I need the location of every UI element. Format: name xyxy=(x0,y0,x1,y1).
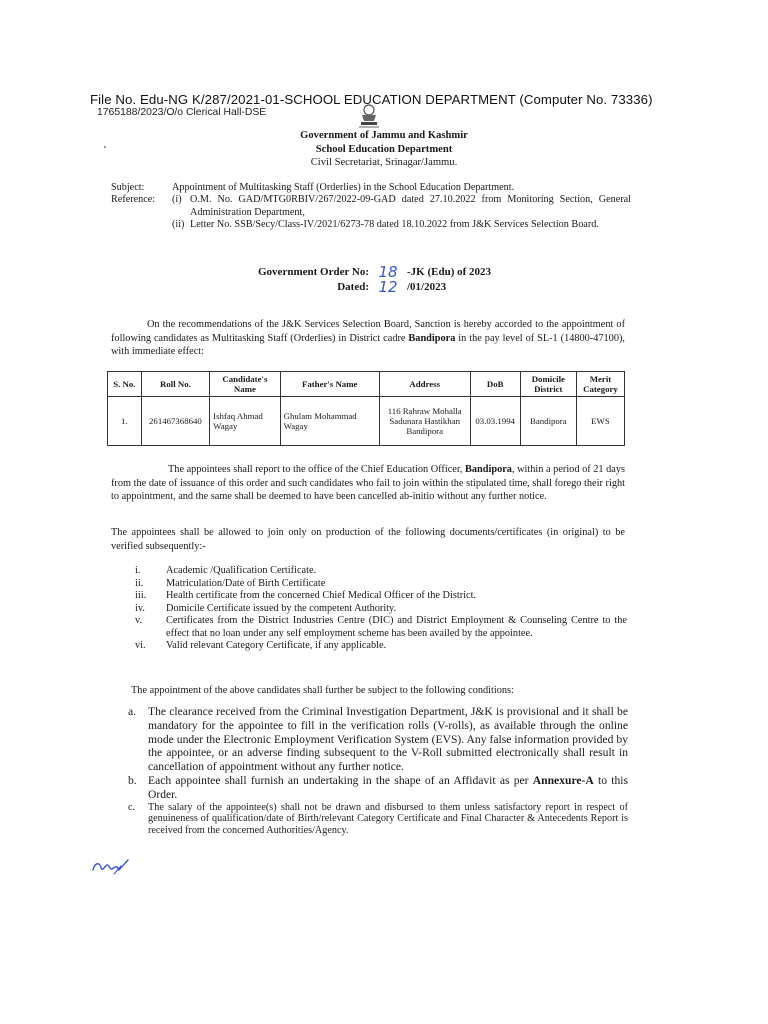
affidavit-text-end: to this Order. xyxy=(148,773,628,801)
list-item xyxy=(135,590,627,603)
list-item xyxy=(128,802,628,837)
column-header: Merit Category xyxy=(576,372,624,397)
government-name: Government of Jammu and Kashmir xyxy=(300,130,468,141)
government-order-block xyxy=(0,265,768,295)
table-cell: Bandipora xyxy=(520,397,576,446)
list-item xyxy=(135,603,627,616)
reference-label: Reference: xyxy=(111,194,156,206)
documents-intro-paragraph: The appointees shall be allowed to join only on production of the following documents/certificates (in original) to be verified subsequently:- xyxy=(111,527,625,552)
documents-list xyxy=(135,565,627,653)
list-text: The salary of the appointee(s) shall not be drawn and disbursed to them unless satisfactory report in respect of genuineness of qualification/date of Birth/relevant Category Certificate and Final Character & Antecedents Report is received from the concerned Authorities/Agency. xyxy=(148,801,628,837)
reference-number: (ii) xyxy=(172,219,185,231)
list-number: i. xyxy=(135,565,141,576)
sanction-text-end: in the pay level of SL-1 (14800-47100), with immediate effect: xyxy=(111,332,625,358)
conditions-list xyxy=(128,705,628,837)
list-item xyxy=(128,705,628,774)
list-letter: c. xyxy=(128,801,136,813)
list-number: v. xyxy=(135,615,143,626)
list-number: iii. xyxy=(135,590,147,601)
reference-number: (i) xyxy=(172,194,182,206)
subject-row xyxy=(111,182,631,194)
affidavit-text: Each appointee shall furnish an undertaking in the shape of an Affidavit as per xyxy=(148,773,533,787)
sanction-text: On the recommendations of the J&K Services Selection Board, Sanction is hereby accorded to the appointment of following candidates as Multitasking Staff (Orderlies) in District cadre xyxy=(111,319,625,344)
order-date-suffix: /01/2023 xyxy=(407,281,447,293)
subject-block xyxy=(111,182,631,232)
list-text: Academic /Qualification Certificate. xyxy=(166,565,317,576)
scan-speck xyxy=(104,146,106,148)
list-number: iv. xyxy=(135,602,145,614)
list-number: ii. xyxy=(135,577,144,589)
reference-text: Letter No. SSB/Secy/Class-IV/2021/6273-78 dated 18.10.2022 from J&K Services Selection Board. xyxy=(190,219,599,231)
list-text: Matriculation/Date of Birth Certificate xyxy=(166,577,326,589)
list-text: Valid relevant Category Certificate, if any applicable. xyxy=(166,640,387,651)
order-date-handwritten: 12 xyxy=(378,278,398,296)
subject-label: Subject: xyxy=(111,182,145,193)
reporting-district: Bandipora xyxy=(465,464,512,475)
list-item xyxy=(135,615,627,640)
list-text: Domicile Certificate issued by the competent Authority. xyxy=(166,602,397,614)
reporting-paragraph xyxy=(111,463,625,504)
file-number-line: File No. Edu-NG K/287/2021-01-SCHOOL EDUCATION DEPARTMENT (Computer No. 73336) xyxy=(90,92,653,107)
annexure-label: Annexure-A xyxy=(532,773,594,787)
order-number-suffix: -JK (Edu) of 2023 xyxy=(407,266,492,278)
reference-row xyxy=(111,194,631,219)
reporting-text: The appointees shall report to the office of the Chief Education Officer, xyxy=(168,464,466,475)
appointment-table xyxy=(107,371,625,446)
column-header: Address xyxy=(379,372,470,397)
subject-text: Appointment of Multitasking Staff (Orderlies) in the School Education Department. xyxy=(172,182,515,193)
reference-text: O.M. No. GAD/MTG0RBIV/267/2022-09-GAD dated 27.10.2022 from Monitoring Section, General Administration Department, xyxy=(190,194,631,218)
column-header: Candidate's Name xyxy=(210,372,281,397)
sanction-district: Bandipora xyxy=(408,332,456,344)
sanction-paragraph xyxy=(111,318,625,359)
list-text: The clearance received from the Criminal Investigation Department, J&K is provisional and it shall be mandatory for the appointee to fill in the verification rolls (V-rolls), as available through the online mode under the Electronic Employment Verification System (EVS). Any false information provided by the appointee, or an adverse finding subsequent to the V-Roll submitted electronically shall result in cancellation of appointment without any further notice. xyxy=(148,705,628,774)
table-cell: 03.03.1994 xyxy=(470,397,520,446)
list-item xyxy=(135,578,627,591)
table-header-row xyxy=(108,372,625,397)
list-letter: a. xyxy=(128,705,137,718)
signature-icon xyxy=(90,856,130,876)
list-text xyxy=(148,774,628,802)
reference-item-i xyxy=(172,194,631,219)
table-cell: Ghulam Mohammad Wagay xyxy=(280,397,379,446)
order-date-label: Dated: xyxy=(337,281,369,293)
column-header: Roll No. xyxy=(141,372,209,397)
order-number-handwritten: 18 xyxy=(378,263,398,281)
column-header: Domicile District xyxy=(520,372,576,397)
list-letter: b. xyxy=(128,773,137,787)
reporting-text-end: , within a period of 21 days from the date of issuance of this order and such candidates who fail to join within the stipulated time, shall forego their right to appointment, and the same shall be deemed to have been cancelled ab-initio without any further notice. xyxy=(111,464,625,502)
table-cell: 261467368640 xyxy=(141,397,209,446)
department-address: Civil Secretariat, Srinagar/Jammu. xyxy=(310,157,458,168)
order-date-row xyxy=(0,280,768,295)
column-header: S. No. xyxy=(108,372,142,397)
list-text: Certificates from the District Industries Centre (DIC) and District Employment & Counseling Centre to the effect that no loan under any self employment scheme has been availed by the appointee. xyxy=(166,615,627,639)
order-number-label: Government Order No: xyxy=(258,266,369,278)
reference-row-ii xyxy=(111,219,631,231)
table-cell: Ishfaq Ahmad Wagay xyxy=(210,397,281,446)
reference-item-ii xyxy=(172,219,631,231)
list-item xyxy=(135,565,627,578)
table-row xyxy=(108,397,625,446)
list-number: vi. xyxy=(135,640,146,651)
table-cell: 1. xyxy=(108,397,142,446)
department-name: School Education Department xyxy=(315,143,453,155)
government-heading xyxy=(0,129,768,170)
file-sub-line: 1765188/2023/O/o Clerical Hall-DSE xyxy=(97,107,267,118)
list-item xyxy=(135,640,627,653)
table-cell: EWS xyxy=(576,397,624,446)
list-text: Health certificate from the concerned Chief Medical Officer of the District. xyxy=(166,590,477,601)
column-header: Father's Name xyxy=(280,372,379,397)
list-item xyxy=(128,774,628,802)
table-cell: 116 Rahraw Mohalla Sadunara Hastikhan Bandipora xyxy=(379,397,470,446)
emblem-icon xyxy=(355,103,383,129)
conditions-intro-paragraph: The appointment of the above candidates shall further be subject to the following conditions: xyxy=(131,685,514,696)
column-header: DoB xyxy=(470,372,520,397)
